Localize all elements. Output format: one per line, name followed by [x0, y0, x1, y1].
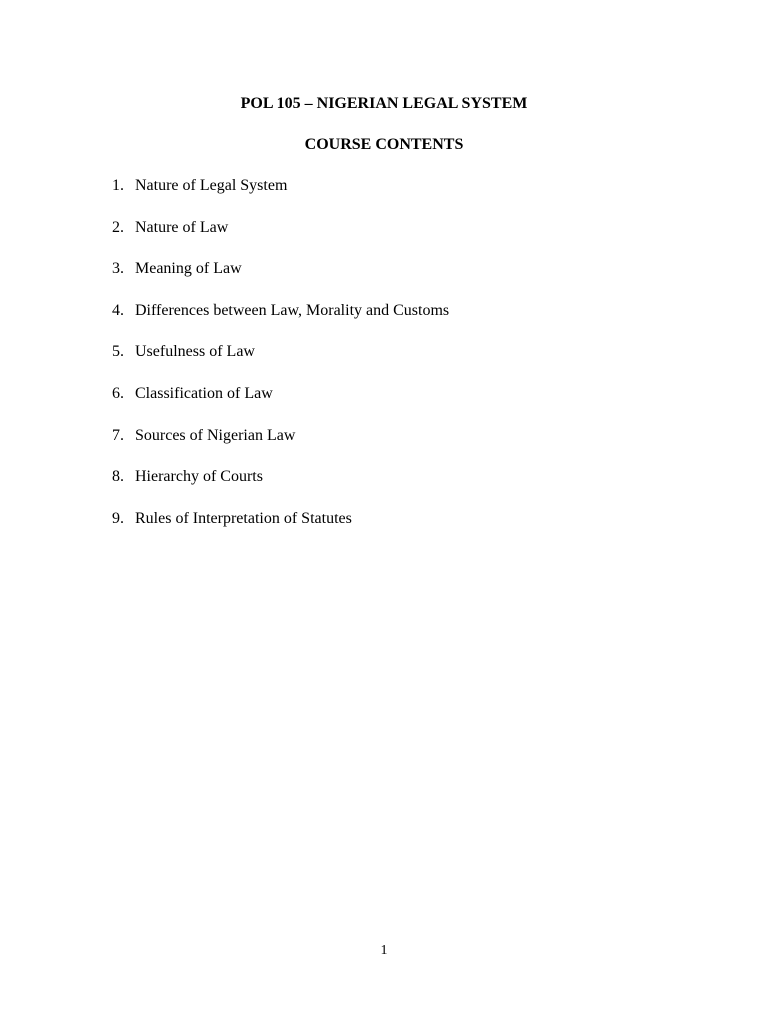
list-item	[112, 259, 449, 301]
list-item-text: Nature of Law	[135, 218, 229, 236]
list-item-text: Meaning of Law	[135, 260, 242, 278]
list-item-text: Differences between Law, Morality and Customs	[135, 301, 450, 319]
list-item-number: 1.	[112, 177, 124, 194]
list-item-text: Nature of Legal System	[135, 177, 288, 194]
list-item-number: 9.	[112, 509, 124, 527]
page-number: 1	[380, 943, 388, 958]
list-item-text: Classification of Law	[135, 384, 273, 402]
list-item	[112, 384, 449, 426]
section-heading: COURSE CONTENTS	[304, 136, 464, 153]
list-item	[112, 176, 449, 218]
list-item	[112, 467, 449, 509]
list-item-number: 7.	[112, 426, 124, 444]
list-item-number: 6.	[112, 384, 124, 402]
list-item-number: 8.	[112, 468, 124, 486]
list-item	[112, 509, 449, 551]
list-item-text: Hierarchy of Courts	[135, 468, 263, 486]
list-item-text: Usefulness of Law	[135, 343, 255, 361]
list-item-text: Rules of Interpretation of Statutes	[135, 509, 352, 527]
page-title: POL 105 – NIGERIAN LEGAL SYSTEM	[240, 95, 528, 112]
list-item-number: 4.	[112, 301, 124, 319]
list-item-number: 3.	[112, 260, 124, 278]
list-item	[112, 301, 449, 343]
list-item	[112, 218, 449, 260]
list-item	[112, 342, 449, 384]
list-item	[112, 426, 449, 468]
list-item-number: 2.	[112, 218, 124, 236]
list-item-text: Sources of Nigerian Law	[135, 426, 296, 444]
list-item-number: 5.	[112, 343, 124, 361]
course-contents-list	[112, 176, 449, 550]
